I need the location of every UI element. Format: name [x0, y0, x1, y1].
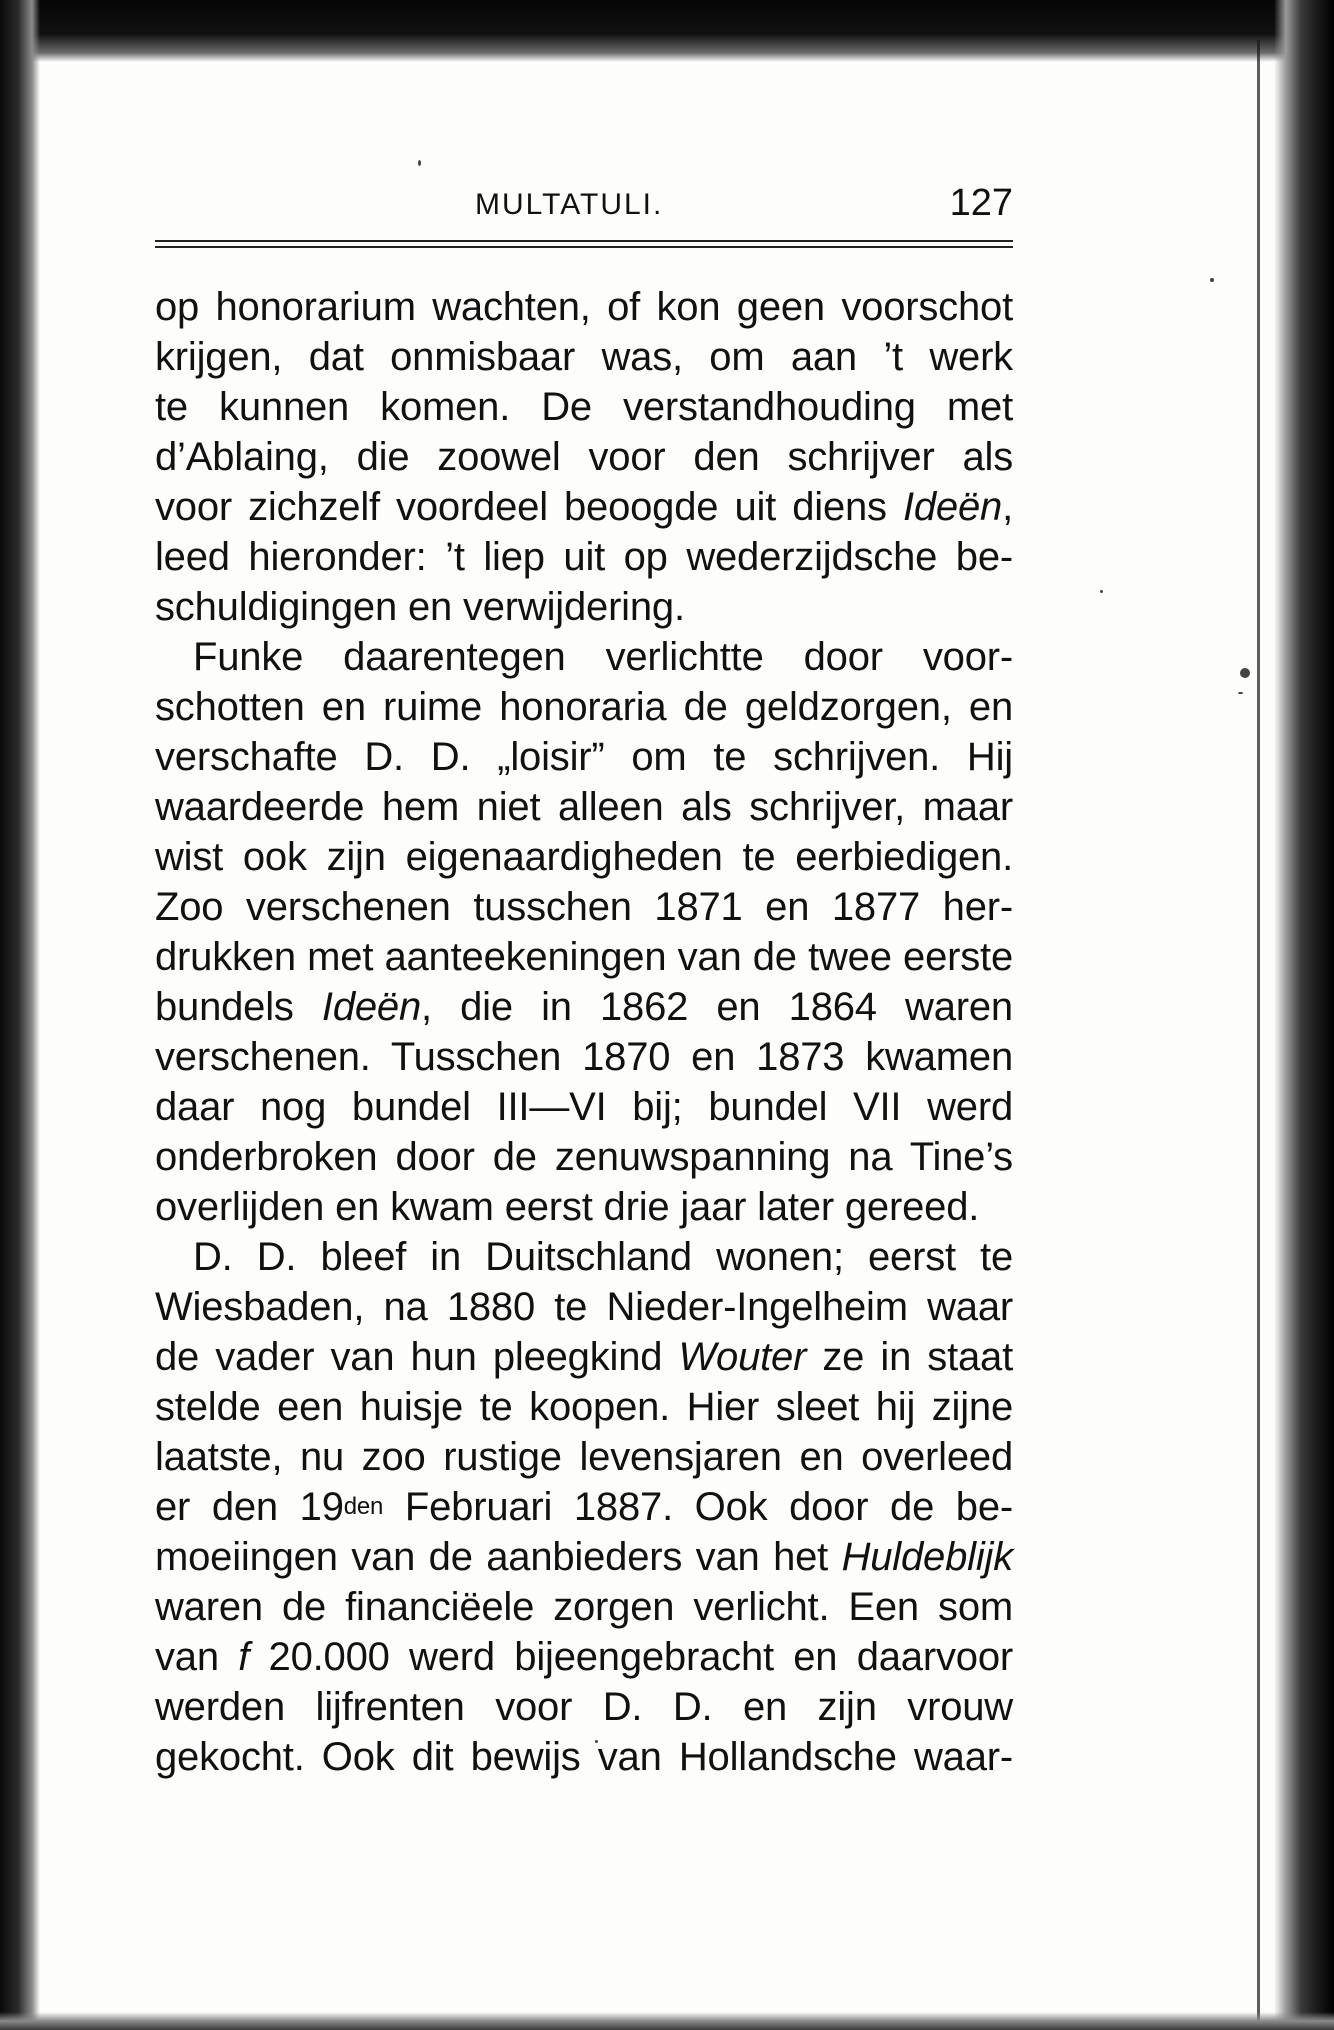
header-rule-bottom	[155, 246, 1013, 248]
scan-border-right	[1274, 0, 1334, 2030]
scan-border-left	[0, 0, 40, 2030]
text-line: voor zichzelf voordeel beoogde uit diens Ideën,	[155, 485, 1013, 529]
text-line: gekocht. Ook dit bewijs van Hollandsche waar-	[155, 1735, 1013, 1779]
text-line: van f 20.000 werd bijeengebracht en daarvoor	[155, 1635, 1013, 1679]
body-text	[155, 282, 1013, 1782]
text-line: verschenen. Tusschen 1870 en 1873 kwamen	[155, 1035, 1013, 1079]
header-rule-top	[155, 240, 1013, 242]
florin-sign: f	[238, 1635, 250, 1679]
italic-name: Wouter	[678, 1335, 807, 1379]
text-line: waardeerde hem niet alleen als schrijver, maar	[155, 785, 1013, 829]
text-line: laatste, nu zoo rustige levensjaren en overleed	[155, 1435, 1013, 1479]
text-line: schuldigingen en verwijdering.	[155, 585, 685, 629]
text-line: de vader van hun pleegkind Wouter ze in staat	[155, 1335, 1013, 1379]
scan-border-bottom	[0, 2012, 1334, 2030]
text-line: moeiingen van de aanbieders van het Huldeblijk	[155, 1535, 1013, 1579]
text-line: stelde een huisje te koopen. Hier sleet hij zijne	[155, 1385, 1013, 1429]
text-line: onderbroken door de zenuwspanning na Tine’s	[155, 1135, 1013, 1179]
text-line: daar nog bundel III—VI bij; bundel VII werd	[155, 1085, 1013, 1129]
text-line: Wiesbaden, na 1880 te Nieder-Ingelheim waar	[155, 1285, 1013, 1329]
page-number: 127	[949, 182, 1013, 224]
text-line: waren de financiëele zorgen verlicht. Een som	[155, 1585, 1013, 1629]
text-line: er den $19^{den}$ Februari 1887. Ook door de be-	[155, 1485, 1013, 1529]
ordinal-superscript: den	[343, 1493, 384, 1520]
text-line: bundels Ideën, die in 1862 en 1864 waren	[155, 985, 1013, 1029]
text-line: werden lijfrenten voor D. D. en zijn vrouw	[155, 1685, 1013, 1729]
text-line: op honorarium wachten, of kon geen voorschot	[155, 285, 1013, 329]
text-line: Zoo verschenen tusschen 1871 en 1877 her-	[155, 885, 1013, 929]
scan-border-top	[0, 0, 1334, 62]
italic-title: Huldeblijk	[841, 1535, 1013, 1579]
binding-shadow-line	[1257, 40, 1260, 2030]
text-line: wist ook zijn eigenaardigheden te eerbiedigen.	[155, 835, 1013, 879]
text-line: krijgen, dat onmisbaar was, om aan ’t werk	[155, 335, 1013, 379]
text-line: schotten en ruime honoraria de geldzorgen, en	[155, 685, 1013, 729]
page-header	[155, 178, 1013, 228]
text-line: Funke daarentegen verlichtte door voor-	[193, 635, 1013, 679]
italic-title: Ideën	[902, 485, 1003, 529]
running-head: MULTATULI.	[475, 188, 664, 221]
text-line: drukken met aanteekeningen van de twee eerste	[155, 935, 1013, 979]
italic-title: Ideën	[321, 985, 422, 1029]
text-line: D. D. bleef in Duitschland wonen; eerst te	[193, 1235, 1013, 1279]
text-line: te kunnen komen. De verstandhouding met	[155, 385, 1013, 429]
text-line: verschafte D. D. „loisir” om te schrijven. Hij	[155, 735, 1013, 779]
text-line: d’Ablaing, die zoowel voor den schrijver als	[155, 435, 1013, 479]
text-line: leed hieronder: ’t liep uit op wederzijdsche be-	[155, 535, 1013, 579]
text-line: overlijden en kwam eerst drie jaar later gereed.	[155, 1185, 980, 1229]
